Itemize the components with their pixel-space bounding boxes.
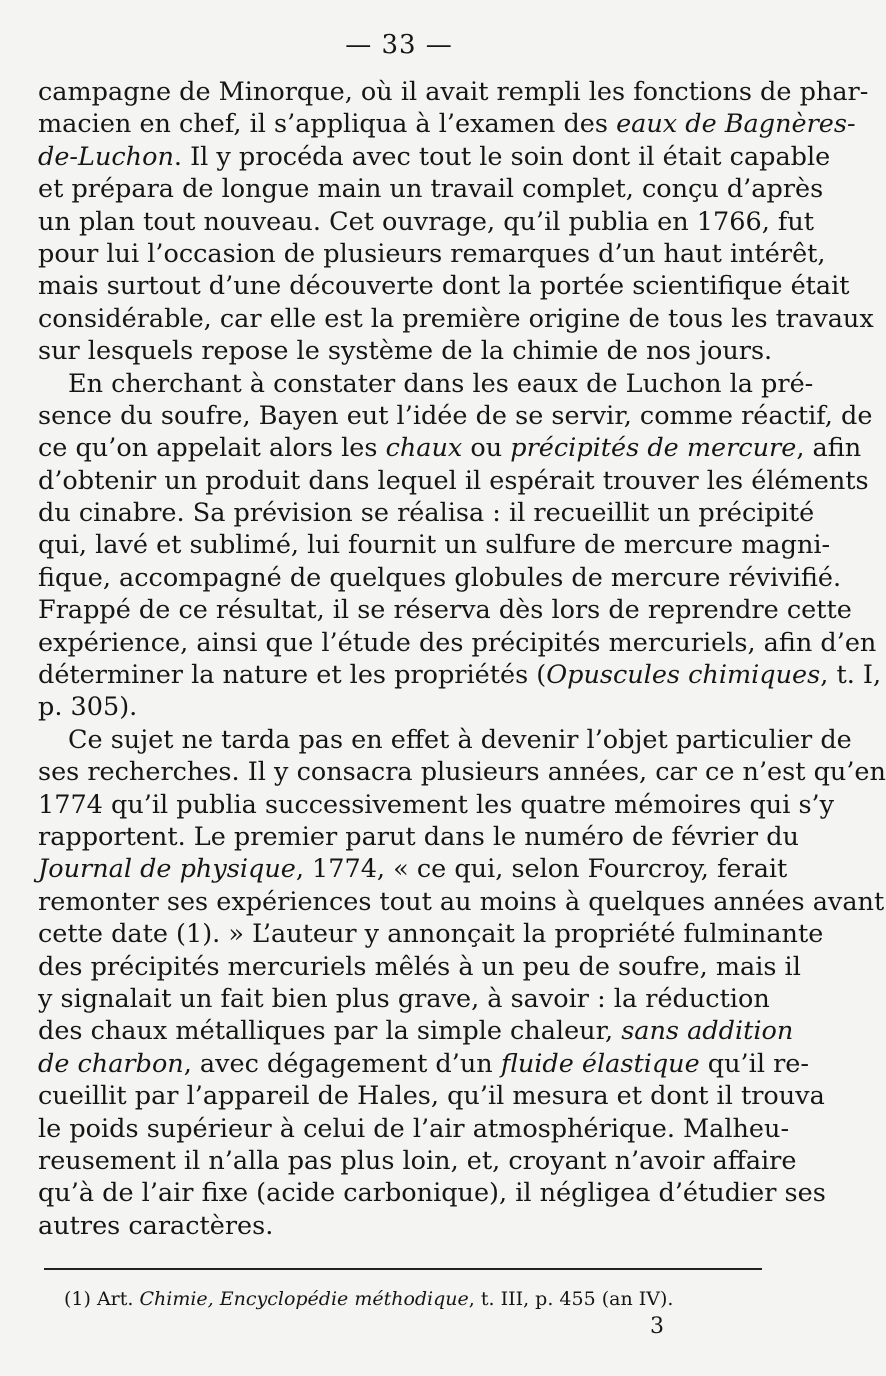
text-line: p. 305). [38,692,138,723]
text-line: des chaux métalliques par la simple chaleur, sans addition [38,1016,794,1047]
text-line: fique, accompagné de quelques globules de mercure révivifié. [38,562,842,593]
text-line: reusement il n’alla pas plus loin, et, croyant n’avoir affaire [38,1145,797,1176]
text-line: remonter ses expériences tout au moins à quelques années avant [38,886,885,917]
body-text [38,76,886,1242]
text-line: autres caractères. [38,1210,274,1241]
text-line: En cherchant à constater dans les eaux de Luchon la pré- [68,368,814,399]
text-line: rapportent. Le premier parut dans le numéro de février du [38,821,799,852]
text-line: ce qu’on appelait alors les chaux ou précipités de mercure, afin [38,433,862,464]
text-line: de charbon, avec dégagement d’un fluide élastique qu’il re- [38,1048,809,1079]
text-line: Journal de physique, 1774, « ce qui, selon Fourcroy, ferait [38,854,788,885]
text-line: qui, lavé et sublimé, lui fournit un sulfure de mercure magni- [38,530,831,561]
text-line: sence du soufre, Bayen eut l’idée de se servir, comme réactif, de [38,400,873,431]
footnote-divider [44,1268,762,1270]
text-line: déterminer la nature et les propriétés (Opuscules chimiques, t. I, [38,660,882,691]
text-line: pour lui l’occasion de plusieurs remarques d’un haut intérêt, [38,238,826,269]
text-line: cette date (1). » L’auteur y annonçait la propriété fulminante [38,919,824,950]
page-number: — 33 — [345,30,453,60]
text-line: un plan tout nouveau. Cet ouvrage, qu’il publia en 1766, fut [38,206,815,237]
text-line: et prépara de longue main un travail complet, conçu d’après [38,174,824,205]
text-line: de-Luchon. Il y procéda avec tout le soin dont il était capable [38,141,831,172]
text-line: d’obtenir un produit dans lequel il espérait trouver les éléments [38,465,869,496]
text-line: des précipités mercuriels mêlés à un peu de soufre, mais il [38,951,801,982]
text-line: mais surtout d’une découverte dont la portée scientifique était [38,271,850,302]
text-line: cueillit par l’appareil de Hales, qu’il mesura et dont il trouva [38,1081,825,1112]
text-line: Frappé de ce résultat, il se réserva dès lors de reprendre cette [38,595,852,626]
text-line: considérable, car elle est la première origine de tous les travaux [38,303,874,334]
text-line: du cinabre. Sa prévision se réalisa : il recueillit un précipité [38,498,815,529]
footnote: (1) Art. Chimie, Encyclopédie méthodique, t. III, p. 455 (an IV). [64,1288,674,1310]
text-line: Ce sujet ne tarda pas en effet à devenir l’objet particulier de [68,724,852,755]
text-line: y signalait un fait bien plus grave, à savoir : la réduction [38,983,770,1014]
book-page [38,0,886,1376]
text-line: campagne de Minorque, où il avait rempli les fonctions de phar- [38,77,869,107]
text-line: sur lesquels repose le système de la chimie de nos jours. [38,336,773,367]
signature-mark: 3 [650,1314,664,1339]
text-line: le poids supérieur à celui de l’air atmosphérique. Malheu- [38,1113,790,1144]
text-line: qu’à de l’air fixe (acide carbonique), il négligea d’étudier ses [38,1178,826,1209]
text-line: ses recherches. Il y consacra plusieurs années, car ce n’est qu’en [38,757,886,788]
text-line: expérience, ainsi que l’étude des précipités mercuriels, afin d’en [38,627,877,658]
text-line: 1774 qu’il publia successivement les quatre mémoires qui s’y [38,789,835,820]
text-line: macien en chef, il s’appliqua à l’examen des eaux de Bagnères- [38,109,856,140]
